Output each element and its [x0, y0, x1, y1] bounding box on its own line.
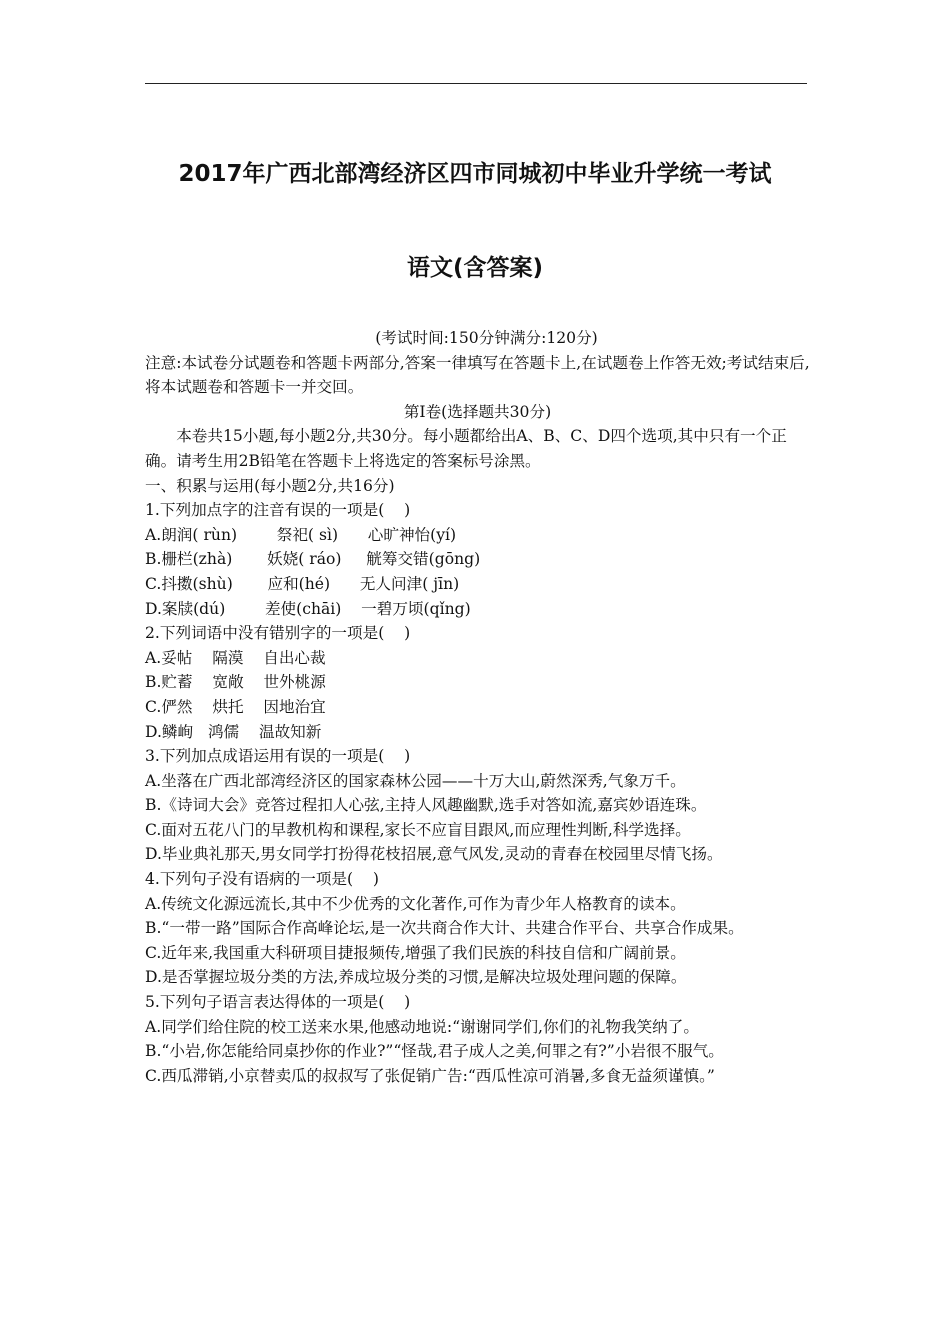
option-d: D.鳞峋 鸿儒 温故知新	[145, 722, 322, 741]
option-a: A.朗润( rùn) 祭祀( sì) 心旷神怡(yí)	[145, 525, 457, 544]
option-d: D.是否掌握垃圾分类的方法,养成垃圾分类的习惯,是解决垃圾处理问题的保障。	[145, 968, 687, 987]
top-rule	[145, 83, 807, 84]
option-b: B.《诗词大会》竞答过程扣人心弦,主持人风趣幽默,选手对答如流,嘉宾妙语连珠。	[145, 796, 707, 815]
option-a: A.同学们给住院的校工送来水果,他感动地说:“谢谢同学们,你们的礼物我笑纳了。	[145, 1017, 699, 1036]
section-title: 一、积累与运用(每小题2分,共16分)	[145, 476, 395, 495]
option-c: C.面对五花八门的早教机构和课程,家长不应盲目跟风,而应理性判断,科学选择。	[145, 820, 691, 839]
question-1	[145, 498, 810, 621]
doc-title-line1: 2017年广西北部湾经济区四市同城初中毕业升学统一考试	[178, 161, 772, 187]
question-stem: 5.下列句子语言表达得体的一项是( )	[145, 993, 411, 1012]
option-c: C.俨然 烘托 因地治宜	[145, 697, 326, 716]
question-stem: 3.下列加点成语运用有误的一项是( )	[145, 747, 411, 766]
question-stem: 1.下列加点字的注音有误的一项是( )	[145, 501, 411, 520]
option-c: C.抖擞(shù) 应和(hé) 无人问津( jīn)	[145, 574, 460, 593]
option-d: D.案牍(dú) 差使(chāi) 一碧万顷(qǐng)	[145, 599, 471, 618]
question-3	[145, 744, 810, 867]
option-d: D.毕业典礼那天,男女同学打扮得花枝招展,意气风发,灵动的青春在校园里尽情飞扬。	[145, 845, 723, 864]
doc-body	[145, 326, 810, 1088]
question-5	[145, 990, 810, 1088]
option-c: C.西瓜滞销,小京替卖瓜的叔叔写了张促销广告:“西瓜性凉可消暑,多食无益须谨慎。”	[145, 1066, 715, 1085]
option-b: B.贮蓄 宽敞 世外桃源	[145, 673, 326, 692]
doc-title-line2: 语文(含答案)	[406, 255, 544, 281]
option-b: B.“小岩,你怎能给同桌抄你的作业?”“怪哉,君子成人之美,何罪之有?”小岩很不服气。	[145, 1042, 724, 1061]
question-stem: 4.下列句子没有语病的一项是( )	[145, 870, 379, 889]
exam-time: (考试时间:150分钟满分:120分)	[375, 329, 598, 347]
option-a: A.妥帖 隔漠 自出心裁	[145, 648, 326, 667]
option-a: A.传统文化源远流长,其中不少优秀的文化著作,可作为青少年人格教育的读本。	[145, 894, 686, 913]
part-description: 本卷共15小题,每小题2分,共30分。每小题都给出A、B、C、D四个选项,其中只有一个正确。请考生用2B铅笔在答题卡上将选定的答案标号涂黑。	[145, 427, 787, 470]
option-c: C.近年来,我国重大科研项目捷报频传,增强了我们民族的科技自信和广阔前景。	[145, 943, 686, 962]
part-title: 第Ⅰ卷(选择题共30分)	[403, 402, 552, 421]
question-stem: 2.下列词语中没有错别字的一项是( )	[145, 624, 411, 643]
question-2	[145, 621, 810, 744]
option-b: B.“一带一路”国际合作高峰论坛,是一次共商合作大计、共建合作平台、共享合作成果。	[145, 919, 744, 938]
exam-notice: 注意:本试卷分试题卷和答题卡两部分,答案一律填写在答题卡上,在试题卷上作答无效;考试结束后,将本试题卷和答题卡一并交回。	[145, 353, 810, 397]
option-a: A.坐落在广西北部湾经济区的国家森林公园——十万大山,蔚然深秀,气象万千。	[145, 771, 686, 790]
option-b: B.栅栏(zhà) 妖娆( ráo) 觥筹交错(gōng)	[145, 550, 481, 569]
question-4	[145, 867, 810, 990]
